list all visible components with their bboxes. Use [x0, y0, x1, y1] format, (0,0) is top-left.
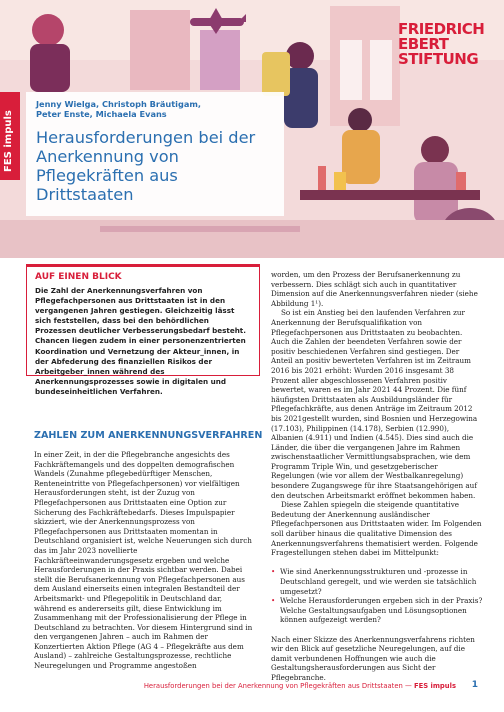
footer-series: FES impuls: [413, 682, 456, 690]
list-item: • Wie sind Anerkennungsstrukturen und -prozesse in Deutschland geregelt, und wie werden sie tatsächlich umgesetzt?: [271, 567, 483, 596]
series-label: FES impuls: [3, 110, 14, 172]
authors: [36, 99, 274, 119]
logo-line-1: FRIEDRICH: [398, 20, 485, 38]
authors-line-1: Jenny Wielga, Christoph Bräutigam,: [36, 99, 202, 109]
paragraph: Nach einer Skizze des Anerkennungsverfahrens richten wir den Blick auf gesetzliche Neuregelungen, auf die damit verbundenen Hoffnungen wie auch die Gestaltungsherausforderungen aus Sicht der Pflegebranche.: [271, 634, 475, 682]
summary-box: [26, 264, 260, 396]
footer-text: [144, 682, 456, 690]
series-side-tab: [0, 92, 20, 180]
paragraph: Diese Zahlen spiegeln die steigende quantitative Bedeutung der Anerkennung ausländischer Pflegefachpersonen aus Drittstaaten wider. Im Folgenden soll darüber hinaus die qualitative Dimension des Anerkennungsverfahrens thematisiert werden. Folgende Fragestellungen stehen dabei im Mittelpunkt:: [271, 500, 482, 558]
authors-line-2: Peter Enste, Michaela Evans: [36, 109, 167, 119]
title-panel: [26, 92, 284, 216]
footer-title: Herausforderungen bei der Anerkennung von Pflegekräften aus Drittstaaten —: [143, 682, 414, 690]
page-footer: [0, 680, 504, 694]
logo-line-2: EBERT: [398, 35, 449, 53]
page-number: 1: [471, 680, 478, 690]
question-list: [271, 567, 483, 625]
paragraph: worden, um den Prozess der Berufsanerkennung zu verbessern. Dies schlägt sich auch in quantitativer Dimension auf die Anerkennungsverfahren nieder (siehe Abbildung 1¹).: [271, 270, 478, 308]
fes-logo: [398, 22, 494, 67]
paragraph: So ist ein Anstieg bei den laufenden Verfahren zur Anerkennung der Berufsqualifikation von Pflegefachpersonen aus Drittstaaten zu beobachten. Auch die Zahlen der beendeten Verfahren sowie der positiv beschiedenen Verfahren sind gestiegen. Der Anteil an positiv bewerteten Verfahren ist im Zeitraum 2016 bis 2021 erhöht: Wurden 2016 insgesamt 38 Prozent aller abgeschlossenen Verfahren positiv bewertet, waren es im Jahr 2021 44 Prozent. Die fünf häufigsten Drittstaaten als Ausbildungsländer für Pflegefachkräfte, aus denen Anträge im Zeitraum 2012 bis 2021gestellt wurden, sind Bosnien und Herzegowina (17.103), Philippinen (14.178), Serbien (12.990), Albanien (4.911) und Indien (4.545). Dies sind auch die Länder, die über die vergangenen Jahre im Rahmen zwischenstaatlicher Vermittlungsabsprachen, wie dem Programm Triple Win, und gesetzgeberischer Regelungen (wie vor allem der Westbalkanregelung) besondere Zugangswege für ihre Staatsangehörigen auf den deutschen Arbeitsmarkt eröffnet bekommen haben.: [271, 308, 478, 500]
logo-line-3: STIFTUNG: [398, 50, 479, 68]
summary-heading: AUF EINEN BLICK: [35, 272, 122, 282]
left-column-text: In einer Zeit, in der die Pflegebranche angesichts des Fachkräftemangels und des doppelten demografischen Wandels (Zunahme pflegebedürftiger Menschen, Renteneintritte von Pflegefachpersonen) vor vielfältigen Herausforderungen steht, ist der Zuzug von Pflegefachpersonen aus Drittstaaten eine Option zur Sicherung des Fachkräftebedarfs. Dieses Impulspapier skizziert, wie der Anerkennungsprozess von Pflegefachpersonen aus Drittstaaten momentan in Deutschland organisiert ist, welche Neuerungen sich durch das im Jahr 2023 novellierte Fachkräfteeinwanderungsgesetz ergeben und welche Herausforderungen in der Praxis sichtbar werden. Dabei stellt die Berufsanerkennung von Pflegefachpersonen aus dem Ausland einerseits einen integralen Bestandteil der Arbeitsmarkt- und Pflegepolitik in Deutschland dar, während es andererseits gilt, diese Entwicklung im Zusammenhang mit der Professionalisierung der Pflege in Deutschland zu betrachten. Vor diesem Hintergrund sind in den vergangenen Jahren – auch im Rahmen der Konzertierten Aktion Pflege (AG 4 – Pflegekräfte aus dem Ausland) – zahlreiche Gestaltungsprozesse, rechtliche Neuregelungen und Programme angestoßen: [34, 450, 253, 671]
list-item: • Welche Herausforderungen ergeben sich in der Praxis? Welche Gestaltungsaufgaben und Lösungsoptionen können aufgezeigt werden?: [271, 596, 483, 625]
right-column: [271, 270, 483, 683]
summary-text: Die Zahl der Anerkennungsverfahren von Pflegefachpersonen aus Drittstaaten ist in den vergangenen Jahren gestiegen. Gleichzeitig lässt sich feststellen, dass bei den behördlichen Prozessen deutlicher Verbesserungsbedarf besteht. Chancen liegen zudem in einer personenzentrierten Koordination und Vernetzung der Akteur_innen, in der Abfederung des finanziellen Risikos der Arbeitgeber_innen während des Anerkennungsprozesses sowie in digitalen und bundeseinheitlichen Verfahren.: [35, 286, 246, 396]
page-title: Herausforderungen bei der Anerkennung von Pflegekräften aus Drittstaaten: [36, 128, 256, 204]
section-heading: ZAHLEN ZUM ANERKENNUNGSVERFAHREN: [34, 430, 263, 441]
